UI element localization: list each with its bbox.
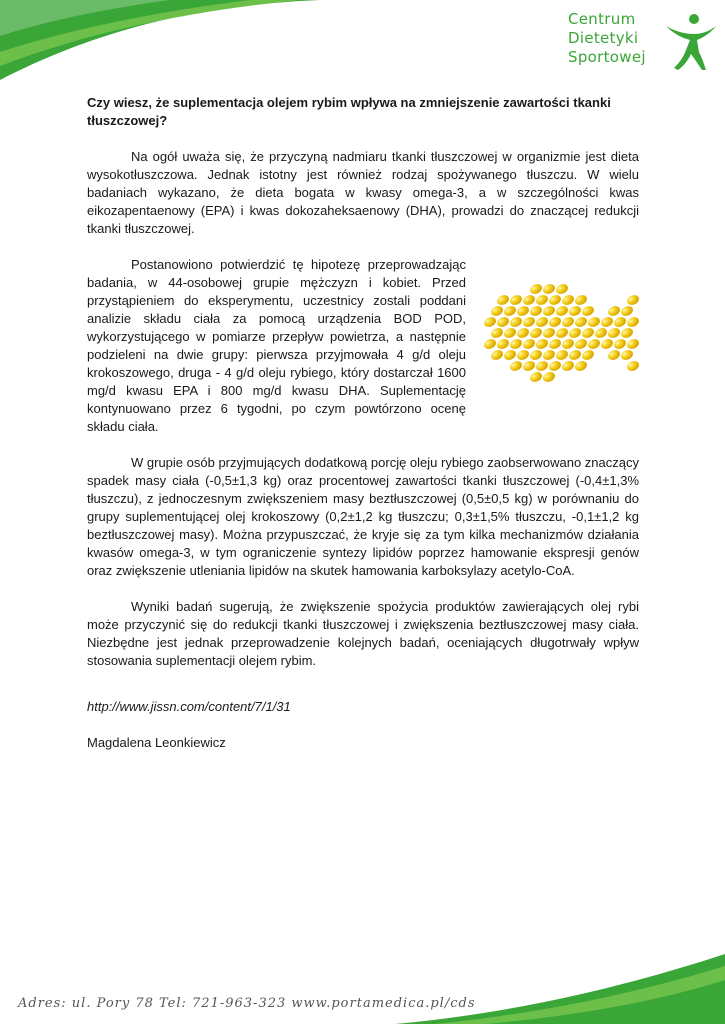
capsule-44 <box>482 337 497 351</box>
capsule-4 <box>508 293 523 307</box>
capsule-33 <box>489 326 504 340</box>
capsule-51 <box>573 337 588 351</box>
fish-oil-capsules-image <box>474 264 642 400</box>
capsule-39 <box>567 326 582 340</box>
capsule-37 <box>541 326 556 340</box>
paragraph-3: W grupie osób przyjmujących dodatkową porcję oleju rybiego zaobserwowano znaczący spadek masy ciała (-0,5±1,3 kg) oraz procentowej zawartości tkanki tłuszczowej (-0,4±1,3% tłuszczu), z jednoczesnym zwiększeniem masy beztłuszczowej (0,5±0,5 kg) w porównaniu do grupy suplementującej olej krokoszowy (0,2±1,2 kg tłuszczu; 0,3±1,5% tłuszczu, -0,1±1,2 kg beztłuszczowej masy). Można przypuszczać, że kryje się za tym kilka mechanizmów działania kwasów omega-3, w tym ograniczenie syntezy lipidów poprzez hamowanie ekspresji genów oraz zwiększenie utleniania lipidów na skutek hamowania karboksylazy acetylo-CoA. <box>87 455 639 578</box>
capsule-11 <box>489 304 504 318</box>
capsule-6 <box>534 293 549 307</box>
capsule-58 <box>515 348 530 362</box>
capsule-63 <box>580 348 595 362</box>
capsule-10 <box>625 293 640 307</box>
capsule-20 <box>619 304 634 318</box>
paragraph-4: Wyniki badań sugerują, że zwiększenie spożycia produktów zawierających olej rybi może przyczynić się do redukcji tkanki tłuszczowej i zwiększenia beztłuszczowej masy ciała. Niezbędne jest jednak przeprowadzenie kolejnych badań, oceniających długotrwały wpływ stosowania suplementacji olejem rybim. <box>87 599 639 668</box>
capsule-15 <box>541 304 556 318</box>
capsule-28 <box>573 315 588 329</box>
capsule-9 <box>573 293 588 307</box>
reference-url[interactable]: http://www.jissn.com/content/7/1/31 <box>87 699 291 714</box>
capsule-27 <box>560 315 575 329</box>
capsule-7 <box>547 293 562 307</box>
article-heading: Czy wiesz, że suplementacja olejem rybim wpływa na zmniejszenie zawartości tkanki tłuszczowej? <box>87 95 611 128</box>
capsule-54 <box>612 337 627 351</box>
logo-line-2: Dietetyki <box>568 29 639 47</box>
capsule-29 <box>586 315 601 329</box>
capsule-50 <box>560 337 575 351</box>
capsule-21 <box>482 315 497 329</box>
capsule-26 <box>547 315 562 329</box>
capsule-69 <box>547 359 562 373</box>
capsule-48 <box>534 337 549 351</box>
capsule-53 <box>599 337 614 351</box>
capsule-5 <box>521 293 536 307</box>
capsule-1 <box>541 282 556 296</box>
capsule-52 <box>586 337 601 351</box>
capsule-16 <box>554 304 569 318</box>
capsule-8 <box>560 293 575 307</box>
centrum-dietetyki-logo <box>568 10 718 72</box>
capsule-57 <box>502 348 517 362</box>
capsule-34 <box>502 326 517 340</box>
capsule-41 <box>593 326 608 340</box>
capsule-18 <box>580 304 595 318</box>
author-name: Magdalena Leonkiewicz <box>87 735 226 750</box>
capsule-62 <box>567 348 582 362</box>
header-green-swoosh <box>0 0 320 80</box>
capsule-32 <box>625 315 640 329</box>
capsule-24 <box>521 315 536 329</box>
capsule-45 <box>495 337 510 351</box>
footer-green-swoosh <box>395 954 725 1024</box>
footer-address: Adres: ul. Pory 78 Tel: 721-963-323 www.portamedica.pl/cds <box>18 996 476 1011</box>
capsule-60 <box>541 348 556 362</box>
capsule-40 <box>580 326 595 340</box>
capsule-72 <box>625 359 640 373</box>
capsule-22 <box>495 315 510 329</box>
capsule-61 <box>554 348 569 362</box>
capsule-36 <box>528 326 543 340</box>
capsule-23 <box>508 315 523 329</box>
capsule-19 <box>606 304 621 318</box>
capsule-56 <box>489 348 504 362</box>
capsule-38 <box>554 326 569 340</box>
capsule-0 <box>528 282 543 296</box>
capsule-66 <box>508 359 523 373</box>
capsule-73 <box>528 370 543 384</box>
paragraph-1: Na ogół uważa się, że przyczyną nadmiaru tkanki tłuszczowej w organizmie jest dieta wysokotłuszczowa. Jednak istotny jest również rodzaj spożywanego tłuszczu. W wielu badaniach wykazano, że dieta bogata w kwasy omega-3, a w szczególności kwas eikozapentaenowy (EPA) i kwas dokozaheksaenowy (DHA), prowadzi do znaczącej redukcji tkanki tłuszczowej. <box>87 149 639 236</box>
capsule-70 <box>560 359 575 373</box>
capsule-67 <box>521 359 536 373</box>
capsule-25 <box>534 315 549 329</box>
capsule-74 <box>541 370 556 384</box>
capsule-47 <box>521 337 536 351</box>
capsule-2 <box>554 282 569 296</box>
capsule-43 <box>619 326 634 340</box>
capsule-49 <box>547 337 562 351</box>
logo-text <box>568 10 646 67</box>
paragraph-2: Postanowiono potwierdzić tę hipotezę przeprowadzając badania, w 44-osobowej grupie mężczyzn i kobiet. Przed przystąpieniem do eksperymentu, uczestnicy zostali poddani analizie składu ciała za pomocą urządzenia BOD POD, wykorzystującego w pomiarze przepływ powietrza, a następnie podzieleni na dwie grupy: pierwsza przyjmowała 4 g/d oleju krokoszowego, druga - 4 g/d oleju rybiego, który dostarczał 1600 mg/d kwasu EPA i 800 mg/d kwasu DHA. Suplementację kontynuowano przez 6 tygodni, po czym powtórzono ocenę składu ciała. <box>87 257 466 434</box>
capsule-42 <box>606 326 621 340</box>
capsule-12 <box>502 304 517 318</box>
capsule-68 <box>534 359 549 373</box>
capsule-30 <box>599 315 614 329</box>
capsule-3 <box>495 293 510 307</box>
capsule-55 <box>625 337 640 351</box>
capsule-31 <box>612 315 627 329</box>
capsule-14 <box>528 304 543 318</box>
capsule-17 <box>567 304 582 318</box>
article <box>87 94 639 752</box>
capsule-46 <box>508 337 523 351</box>
capsule-35 <box>515 326 530 340</box>
logo-line-3: Sportowej <box>568 48 646 66</box>
capsule-13 <box>515 304 530 318</box>
athlete-figure-icon <box>664 12 718 72</box>
capsule-64 <box>606 348 621 362</box>
logo-line-1: Centrum <box>568 10 636 28</box>
capsule-65 <box>619 348 634 362</box>
capsule-59 <box>528 348 543 362</box>
capsule-71 <box>573 359 588 373</box>
